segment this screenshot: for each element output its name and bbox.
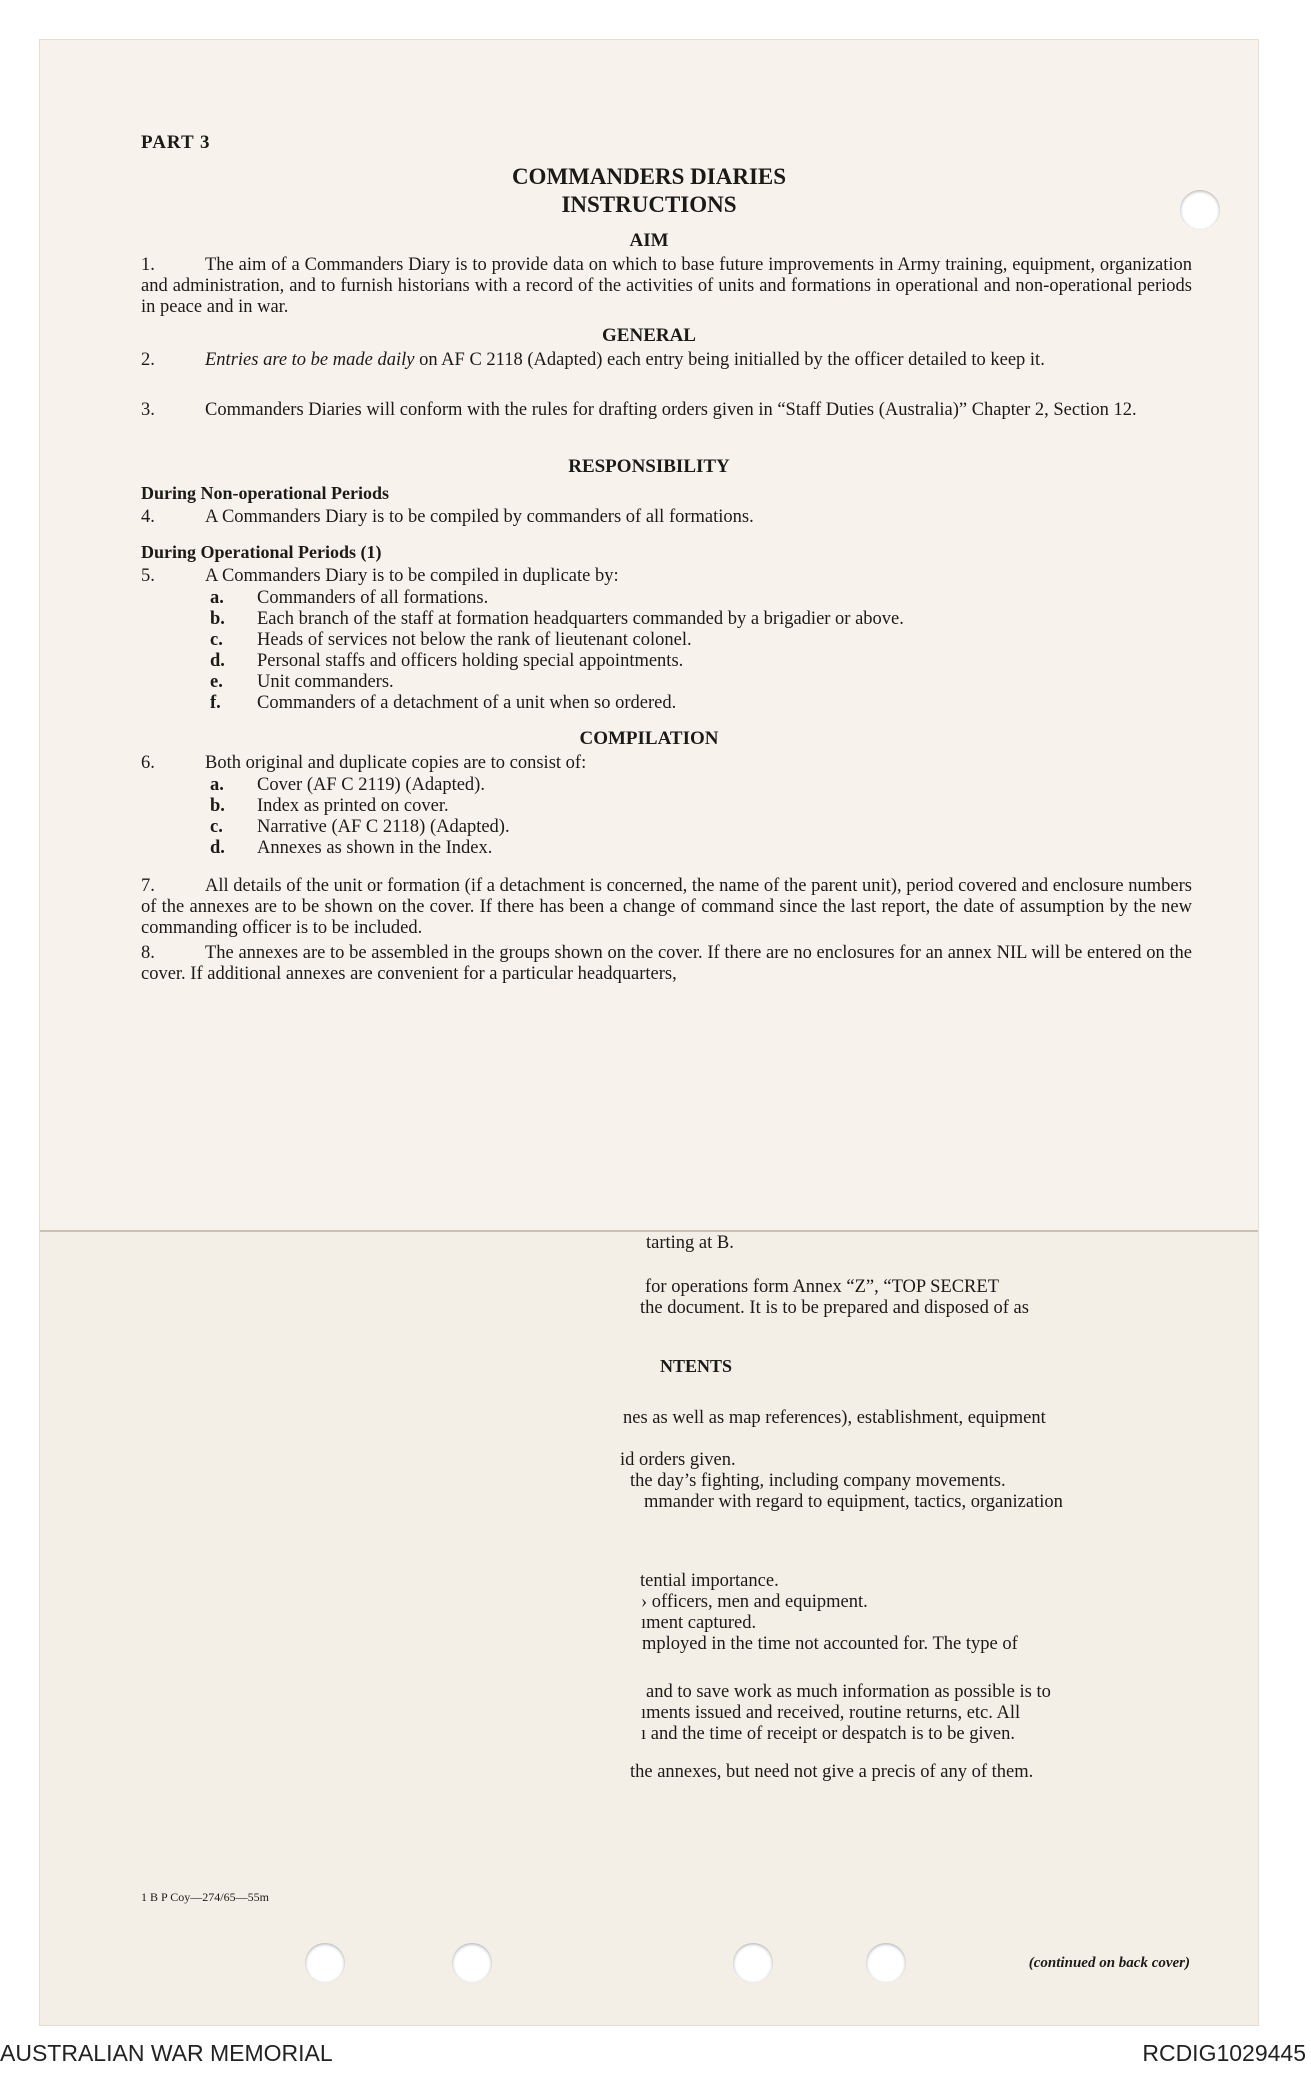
list-text: Personal staffs and officers holding special appointments. <box>257 651 684 671</box>
paragraph-text: The annexes are to be assembled in the groups shown on the cover. If there are no enclosures for an annex NIL will be entered on the cover. If additional annexes are convenient for a particular headquarters, <box>141 943 1192 984</box>
continued-note: (continued on back cover) <box>1028 1955 1190 1971</box>
fragment-line: the day’s fighting, including company movements. <box>630 1471 1006 1491</box>
list-label: a. <box>210 588 224 608</box>
list-text: Cover (AF C 2119) (Adapted). <box>257 775 485 795</box>
list-label: c. <box>210 817 223 837</box>
paragraph-text: Both original and duplicate copies are to consist of: <box>205 753 587 773</box>
paragraph-5 <box>141 566 1192 587</box>
list-label: a. <box>210 775 224 795</box>
paragraph-2 <box>141 350 1192 371</box>
paragraph-text: All details of the unit or formation (if a detachment is concerned, the name of the parent unit), period covered and enclosure numbers of the annexes are to be shown on the cover. If there has been a change of command since the last report, the date of assumption by the new commanding officer is to be included. <box>141 876 1192 938</box>
list-item <box>210 630 692 651</box>
fragment-line: id orders given. <box>620 1450 736 1470</box>
list-item <box>210 651 683 672</box>
fragment-line: and to save work as much information as possible is to <box>646 1682 1051 1702</box>
fragment-line: ı and the time of receipt or despatch is to be given. <box>641 1724 1015 1744</box>
fragment-line: ıments issued and received, routine returns, etc. All <box>641 1703 1021 1723</box>
list-label: f. <box>210 693 221 713</box>
heading-general: GENERAL <box>602 325 696 346</box>
fragment-line: mmander with regard to equipment, tactics, organization <box>644 1492 1063 1512</box>
fragment-line: tential importance. <box>640 1571 779 1591</box>
paragraph-text: on AF C 2118 (Adapted) each entry being initialled by the officer detailed to keep it. <box>414 350 1045 370</box>
fragment-line: the annexes, but need not give a precis of any of them. <box>630 1762 1034 1782</box>
list-item <box>210 817 510 838</box>
list-text: Unit commanders. <box>257 672 394 692</box>
list-item <box>210 838 492 859</box>
paragraph-number: 7. <box>141 876 155 896</box>
list-text: Commanders of all formations. <box>257 588 489 608</box>
punch-hole <box>866 1943 906 1983</box>
list-label: b. <box>210 609 225 629</box>
fragment-line: for operations form Annex “Z”, “TOP SECRET <box>645 1277 1000 1297</box>
instruction-sheet <box>40 40 1258 2025</box>
heading-aim: AIM <box>629 230 669 251</box>
paragraph-number: 1. <box>141 255 155 275</box>
paragraph-number: 8. <box>141 943 155 963</box>
fragment-line: mployed in the time not accounted for. The type of <box>642 1634 1018 1654</box>
fragment-line: nes as well as map references), establishment, equipment <box>623 1408 1046 1428</box>
punch-hole <box>1180 190 1220 230</box>
footer-archive-name: AUSTRALIAN WAR MEMORIAL <box>0 2040 333 2066</box>
paragraph-number: 5. <box>141 566 155 586</box>
fragment-line: ıment captured. <box>641 1613 757 1633</box>
footer-record-id: RCDIG1029445 <box>1142 2040 1306 2066</box>
punch-hole <box>452 1943 492 1983</box>
list-label: e. <box>210 672 223 692</box>
list-item <box>210 672 394 693</box>
list-label: b. <box>210 796 225 816</box>
fragment-line: › officers, men and equipment. <box>641 1592 868 1612</box>
list-label: d. <box>210 838 225 858</box>
list-text: Narrative (AF C 2118) (Adapted). <box>257 817 510 837</box>
paragraph-number: 3. <box>141 400 155 420</box>
paragraph-number: 6. <box>141 753 155 773</box>
list-text: Heads of services not below the rank of lieutenant colonel. <box>257 630 692 650</box>
document-subtitle: INSTRUCTIONS <box>561 192 737 217</box>
punch-hole <box>305 1943 345 1983</box>
paragraph-text: Commanders Diaries will conform with the rules for drafting orders given in “Staff Duties (Australia)” Chapter 2, Section 12. <box>205 400 1137 420</box>
paragraph-emphasis: Entries are to be made daily <box>205 350 415 370</box>
paragraph-7 <box>141 876 1192 939</box>
list-label: d. <box>210 651 225 671</box>
paragraph-number: 2. <box>141 350 155 370</box>
list-label: c. <box>210 630 223 650</box>
subheading-non-operational: During Non-operational Periods <box>141 483 390 503</box>
heading-responsibility: RESPONSIBILITY <box>568 456 730 477</box>
list-item <box>210 693 676 714</box>
paragraph-8 <box>141 943 1192 985</box>
part-label: PART 3 <box>141 132 211 153</box>
paragraph-text: The aim of a Commanders Diary is to provide data on which to base future improvements in Army training, equipment, organization and administration, and to furnish historians with a record of the activities of units and formations in operational and non-operational periods in peace and in war. <box>141 255 1192 317</box>
paragraph-number: 4. <box>141 507 155 527</box>
paragraph-6 <box>141 753 1192 774</box>
heading-compilation: COMPILATION <box>579 728 719 749</box>
fragment-line: the document. It is to be prepared and disposed of as <box>640 1298 1029 1318</box>
list-item <box>210 796 449 817</box>
subheading-operational: During Operational Periods (1) <box>141 542 382 562</box>
list-text: Index as printed on cover. <box>257 796 449 816</box>
scanned-page <box>40 40 1258 2025</box>
fragment-line: tarting at B. <box>646 1233 734 1253</box>
paragraph-1 <box>141 255 1192 318</box>
list-text: Annexes as shown in the Index. <box>257 838 493 858</box>
punch-hole <box>733 1943 773 1983</box>
paragraph-4 <box>141 507 1192 528</box>
printer-imprint: 1 B P Coy—274/65—55m <box>141 1890 269 1904</box>
document-title: COMMANDERS DIARIES <box>511 164 787 189</box>
list-item <box>210 609 904 630</box>
list-text: Commanders of a detachment of a unit when so ordered. <box>257 693 677 713</box>
paragraph-3 <box>141 400 1192 421</box>
list-item <box>210 588 488 609</box>
paragraph-text: A Commanders Diary is to be compiled by commanders of all formations. <box>205 507 754 527</box>
list-text: Each branch of the staff at formation headquarters commanded by a brigadier or above. <box>257 609 904 629</box>
heading-contents-fragment: NTENTS <box>660 1356 733 1376</box>
list-item <box>210 775 485 796</box>
paragraph-text: A Commanders Diary is to be compiled in duplicate by: <box>205 566 619 586</box>
